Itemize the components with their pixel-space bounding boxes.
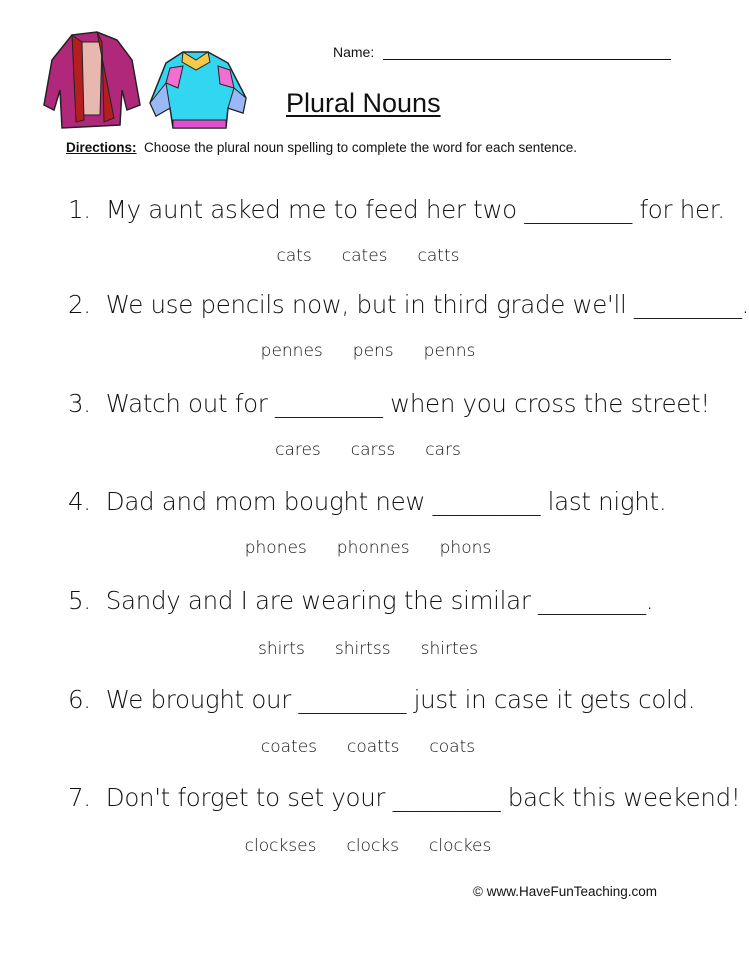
question-sentence	[68, 389, 710, 418]
answer-option[interactable]: phones	[244, 538, 307, 558]
answer-blank[interactable]: _________	[275, 389, 383, 418]
answer-option[interactable]: clocks	[346, 836, 399, 856]
answer-option[interactable]: cats	[276, 246, 312, 266]
page-title: Plural Nouns	[286, 88, 441, 118]
question-number: 3.	[68, 389, 91, 418]
sentence-before: Don't forget to set your	[105, 783, 386, 812]
answer-blank[interactable]: _________	[633, 290, 742, 319]
answer-options	[0, 341, 736, 361]
question-number: 7.	[68, 783, 91, 812]
answer-option[interactable]: catts	[417, 246, 460, 266]
answer-option[interactable]: coates	[260, 737, 318, 757]
sentence-before: We use pencils now, but in third grade we'll	[105, 290, 627, 319]
answer-option[interactable]: penns	[423, 341, 476, 361]
question-sentence	[68, 685, 695, 714]
answer-blank[interactable]: _________	[524, 195, 632, 224]
answer-blank[interactable]: _________	[298, 685, 407, 714]
sentence-after: just in case it gets cold.	[413, 685, 696, 714]
question-number: 2.	[68, 290, 91, 319]
answer-option[interactable]: coats	[429, 737, 476, 757]
sentence-before: Dad and mom bought new	[105, 487, 426, 516]
answer-options	[0, 538, 736, 558]
sentence-after: .	[645, 586, 654, 615]
sentence-after: when you cross the street!	[390, 389, 710, 418]
answer-options	[0, 639, 736, 659]
answer-options	[0, 737, 736, 757]
sentence-after: back this weekend!	[507, 783, 741, 812]
sentence-after: last night.	[547, 487, 667, 516]
copyright-footer: © www.HaveFunTeaching.com	[473, 884, 658, 899]
question-number: 6.	[68, 685, 91, 714]
question-sentence	[68, 586, 653, 615]
answer-blank[interactable]: _________	[392, 783, 501, 812]
answer-option[interactable]: shirtes	[420, 639, 478, 659]
answer-option[interactable]: clockses	[244, 836, 317, 856]
purple-jacket-illustration	[42, 30, 142, 130]
sentence-before: We brought our	[105, 685, 292, 714]
answer-options	[0, 440, 736, 460]
answer-option[interactable]: shirts	[258, 639, 305, 659]
answer-option[interactable]: cares	[275, 440, 321, 460]
directions-text: Choose the plural noun spelling to complete the word for each sentence.	[144, 140, 578, 155]
answer-option[interactable]: clockes	[429, 836, 492, 856]
answer-option[interactable]: phons	[439, 538, 492, 558]
answer-option[interactable]: carss	[350, 440, 396, 460]
question-sentence	[68, 195, 725, 224]
question-sentence	[68, 487, 666, 516]
answer-option[interactable]: cars	[425, 440, 461, 460]
answer-option[interactable]: cates	[341, 246, 388, 266]
name-label: Name:	[333, 44, 375, 60]
sentence-before: Watch out for	[105, 389, 268, 418]
answer-blank[interactable]: _________	[538, 586, 646, 615]
question-number: 5.	[68, 586, 91, 615]
question-number: 1.	[68, 195, 91, 224]
answer-options	[0, 246, 736, 266]
answer-options	[0, 836, 736, 856]
directions	[66, 140, 577, 155]
sentence-before: My aunt asked me to feed her two	[105, 195, 517, 224]
name-field-line[interactable]	[383, 59, 671, 60]
answer-option[interactable]: phonnes	[336, 538, 410, 558]
sentence-after: for her.	[639, 195, 725, 224]
sentence-before: Sandy and I are wearing the similar	[105, 586, 531, 615]
answer-option[interactable]: shirtss	[334, 639, 391, 659]
answer-option[interactable]: pens	[352, 341, 394, 361]
colorful-jacket-illustration	[148, 48, 248, 130]
answer-option[interactable]: pennes	[260, 341, 323, 361]
sentence-after: .	[741, 290, 749, 319]
answer-blank[interactable]: _________	[432, 487, 541, 516]
question-sentence	[68, 783, 740, 812]
answer-option[interactable]: coatts	[347, 737, 400, 757]
directions-label: Directions:	[66, 140, 137, 155]
question-number: 4.	[68, 487, 91, 516]
question-sentence	[68, 290, 749, 319]
